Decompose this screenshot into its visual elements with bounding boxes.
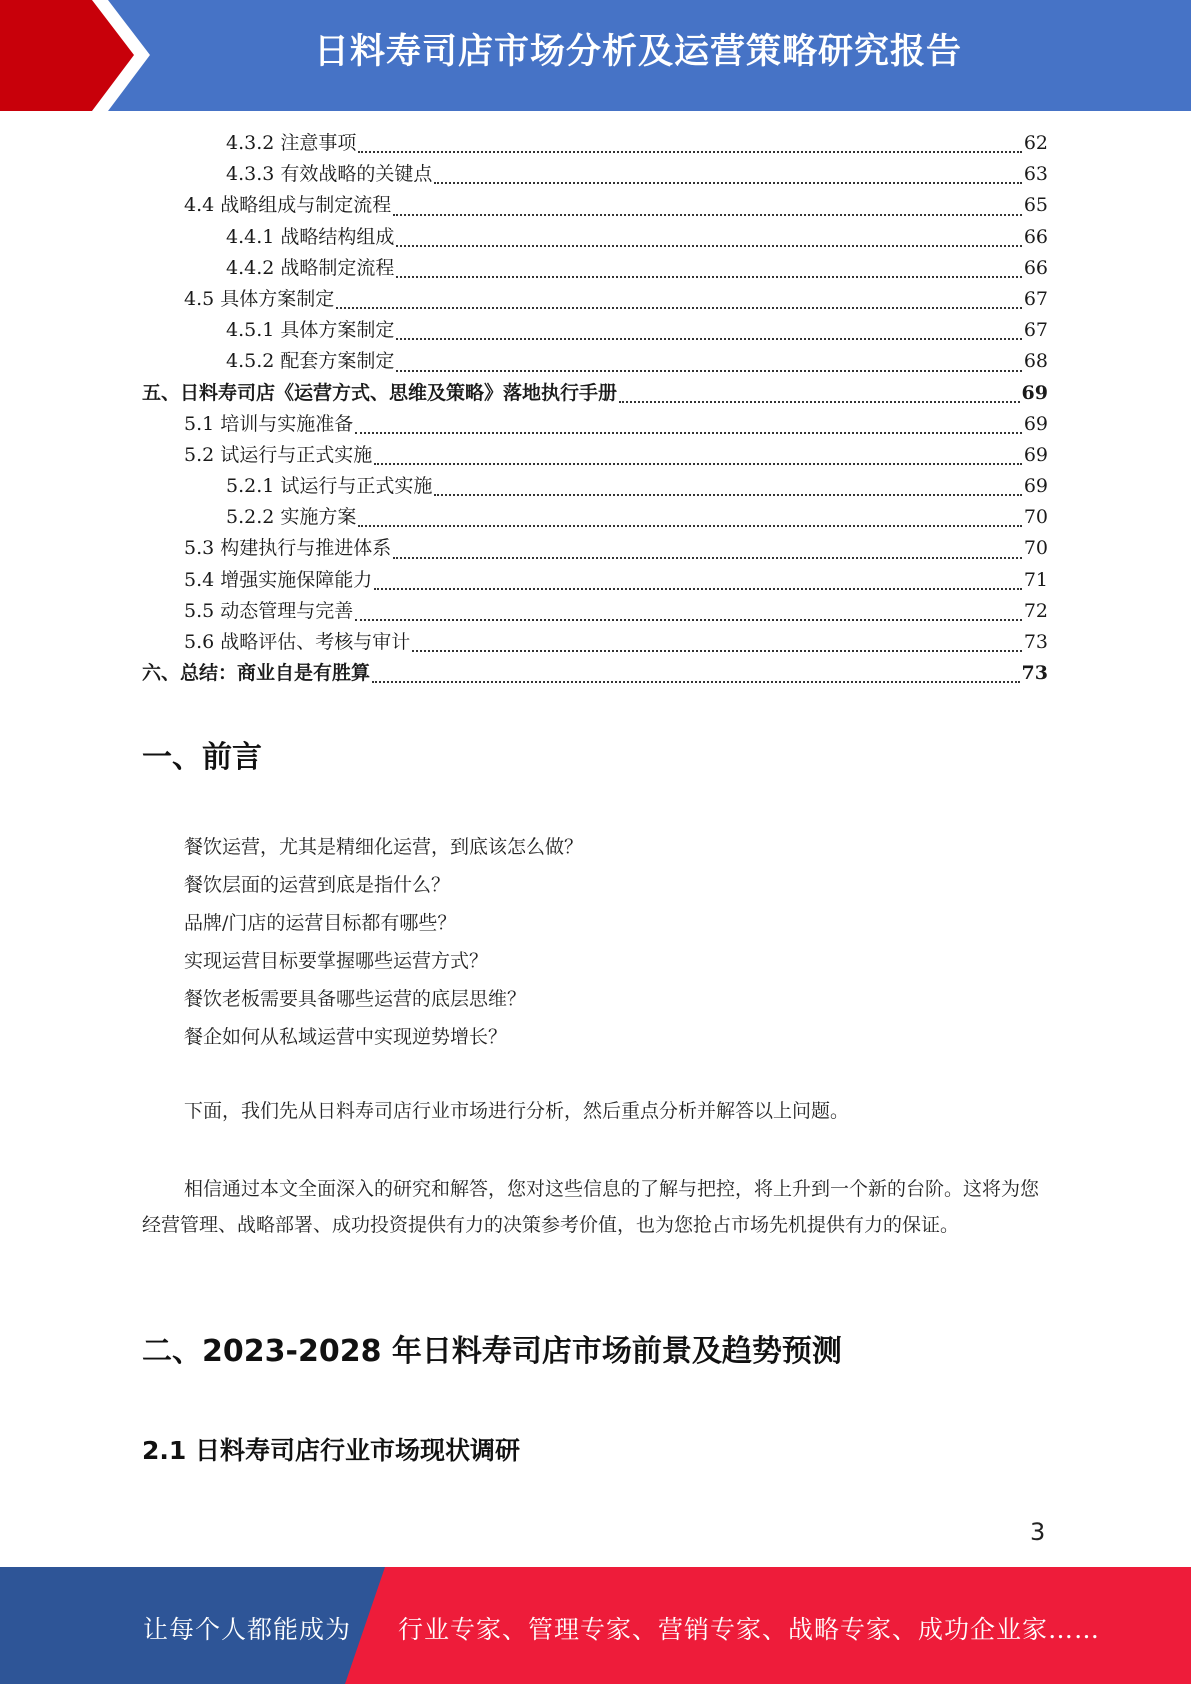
toc-leader-dots	[434, 494, 1021, 496]
toc-leader-dots	[396, 245, 1021, 247]
toc-entry-label: 4.4.2 战略制定流程	[226, 256, 395, 279]
toc-leader-dots	[372, 681, 1020, 683]
toc-entry[interactable]	[142, 533, 1048, 564]
toc-entry-page: 72	[1023, 599, 1048, 622]
page-number: 3	[1030, 1518, 1046, 1546]
toc-leader-dots	[374, 588, 1022, 590]
toc-entry[interactable]	[142, 565, 1048, 596]
toc-entry-page: 71	[1023, 568, 1048, 591]
toc-entry-label: 4.3.3 有效战略的关键点	[226, 163, 433, 186]
toc-entry[interactable]	[142, 346, 1048, 377]
toc-entry-label: 5.3 构建执行与推进体系	[184, 537, 392, 560]
toc-entry-label: 4.4 战略组成与制定流程	[184, 194, 392, 217]
toc-entry-label: 5.5 动态管理与完善	[184, 599, 354, 622]
toc-entry[interactable]	[142, 409, 1048, 440]
toc-leader-dots	[393, 557, 1022, 559]
toc-leader-dots	[358, 151, 1021, 153]
toc-entry[interactable]	[142, 502, 1048, 533]
footer-slogan-right: 行业专家、管理专家、营销专家、战略专家、成功企业家……	[398, 1615, 1101, 1644]
toc-entry-page: 69	[1021, 381, 1048, 404]
toc-entry-page: 65	[1023, 194, 1048, 217]
toc-entry-page: 69	[1023, 412, 1048, 435]
section-heading-preface: 一、前言	[142, 740, 262, 775]
toc-entry-page: 67	[1023, 287, 1048, 310]
toc-entry-page: 66	[1023, 225, 1048, 248]
toc-leader-dots	[396, 276, 1021, 278]
toc-entry-page: 67	[1023, 319, 1048, 342]
toc-entry[interactable]	[142, 658, 1048, 689]
toc-entry[interactable]	[142, 190, 1048, 221]
toc-entry[interactable]	[142, 284, 1048, 315]
toc-entry-page: 66	[1023, 256, 1048, 279]
toc-entry-page: 73	[1021, 662, 1048, 685]
toc-entry-label: 5.2.1 试运行与正式实施	[226, 475, 433, 498]
intro-paragraph: 下面，我们先从日料寿司店行业市场进行分析，然后重点分析并解答以上问题。	[184, 1100, 850, 1122]
toc-leader-dots	[412, 650, 1022, 652]
toc-entry[interactable]	[142, 128, 1048, 159]
toc-leader-dots	[393, 214, 1022, 216]
toc-entry-page: 69	[1023, 443, 1048, 466]
table-of-contents	[142, 128, 1048, 689]
toc-entry-label: 4.5.1 具体方案制定	[226, 319, 395, 342]
toc-entry-label: 5.2 试运行与正式实施	[184, 443, 373, 466]
question-line: 实现运营目标要掌握哪些运营方式？	[184, 950, 489, 972]
toc-entry[interactable]	[142, 253, 1048, 284]
toc-entry-label: 4.5 具体方案制定	[184, 287, 335, 310]
toc-entry-label: 5.2.2 实施方案	[226, 506, 357, 529]
toc-leader-dots	[355, 619, 1022, 621]
question-line: 餐饮运营，尤其是精细化运营，到底该怎么做？	[184, 836, 584, 858]
toc-entry-page: 73	[1023, 631, 1048, 653]
toc-entry-label: 5.6 战略评估、考核与审计	[184, 631, 411, 653]
toc-leader-dots	[396, 370, 1021, 372]
toc-entry-page: 70	[1023, 537, 1048, 560]
toc-leader-dots	[336, 307, 1022, 309]
intro-paragraph-2: 相信通过本文全面深入的研究和解答，您对这些信息的了解与把控，将上升到一个新的台阶。这将为您经营管理、战略部署、成功投资提供有力的决策参考价值，也为您抢占市场先机提供有力的保证。	[142, 1178, 1040, 1236]
toc-entry-page: 62	[1023, 132, 1048, 154]
toc-entry[interactable]	[142, 159, 1048, 190]
toc-entry-label: 六、总结：商业自是有胜算	[142, 662, 371, 685]
toc-leader-dots	[355, 432, 1022, 434]
subsection-heading: 2.1 日料寿司店行业市场现状调研	[142, 1436, 520, 1465]
toc-entry[interactable]	[142, 315, 1048, 346]
toc-entry[interactable]	[142, 222, 1048, 253]
toc-entry-label: 4.3.2 注意事项	[226, 132, 357, 154]
question-line: 餐企如何从私域运营中实现逆势增长？	[184, 1026, 508, 1048]
section-heading-forecast: 二、2023-2028 年日料寿司店市场前景及趋势预测	[142, 1334, 842, 1369]
toc-entry[interactable]	[142, 378, 1048, 409]
question-line: 品牌/门店的运营目标都有哪些？	[184, 912, 457, 934]
header-title: 日料寿司店市场分析及运营策略研究报告	[313, 32, 962, 72]
toc-entry[interactable]	[142, 440, 1048, 471]
footer-slogan-left: 让每个人都能成为	[143, 1615, 352, 1644]
toc-entry-label: 5.1 培训与实施准备	[184, 412, 354, 435]
toc-leader-dots	[374, 463, 1022, 465]
toc-entry-page: 69	[1023, 475, 1048, 498]
toc-entry-page: 70	[1023, 506, 1048, 529]
question-line: 餐饮层面的运营到底是指什么？	[184, 874, 451, 896]
toc-entry-page: 63	[1023, 163, 1048, 186]
question-line: 餐饮老板需要具备哪些运营的底层思维？	[184, 988, 527, 1010]
toc-entry[interactable]	[142, 627, 1048, 658]
toc-entry-label: 五、日料寿司店《运营方式、思维及策略》落地执行手册	[142, 381, 618, 404]
toc-entry-label: 4.5.2 配套方案制定	[226, 350, 395, 373]
toc-leader-dots	[358, 525, 1021, 527]
toc-leader-dots	[434, 182, 1021, 184]
toc-entry-label: 5.4 增强实施保障能力	[184, 568, 373, 591]
toc-entry[interactable]	[142, 596, 1048, 627]
toc-entry-label: 4.4.1 战略结构组成	[226, 225, 395, 248]
toc-entry-page: 68	[1023, 350, 1048, 373]
toc-leader-dots	[396, 338, 1021, 340]
toc-leader-dots	[619, 401, 1020, 403]
toc-entry[interactable]	[142, 471, 1048, 502]
